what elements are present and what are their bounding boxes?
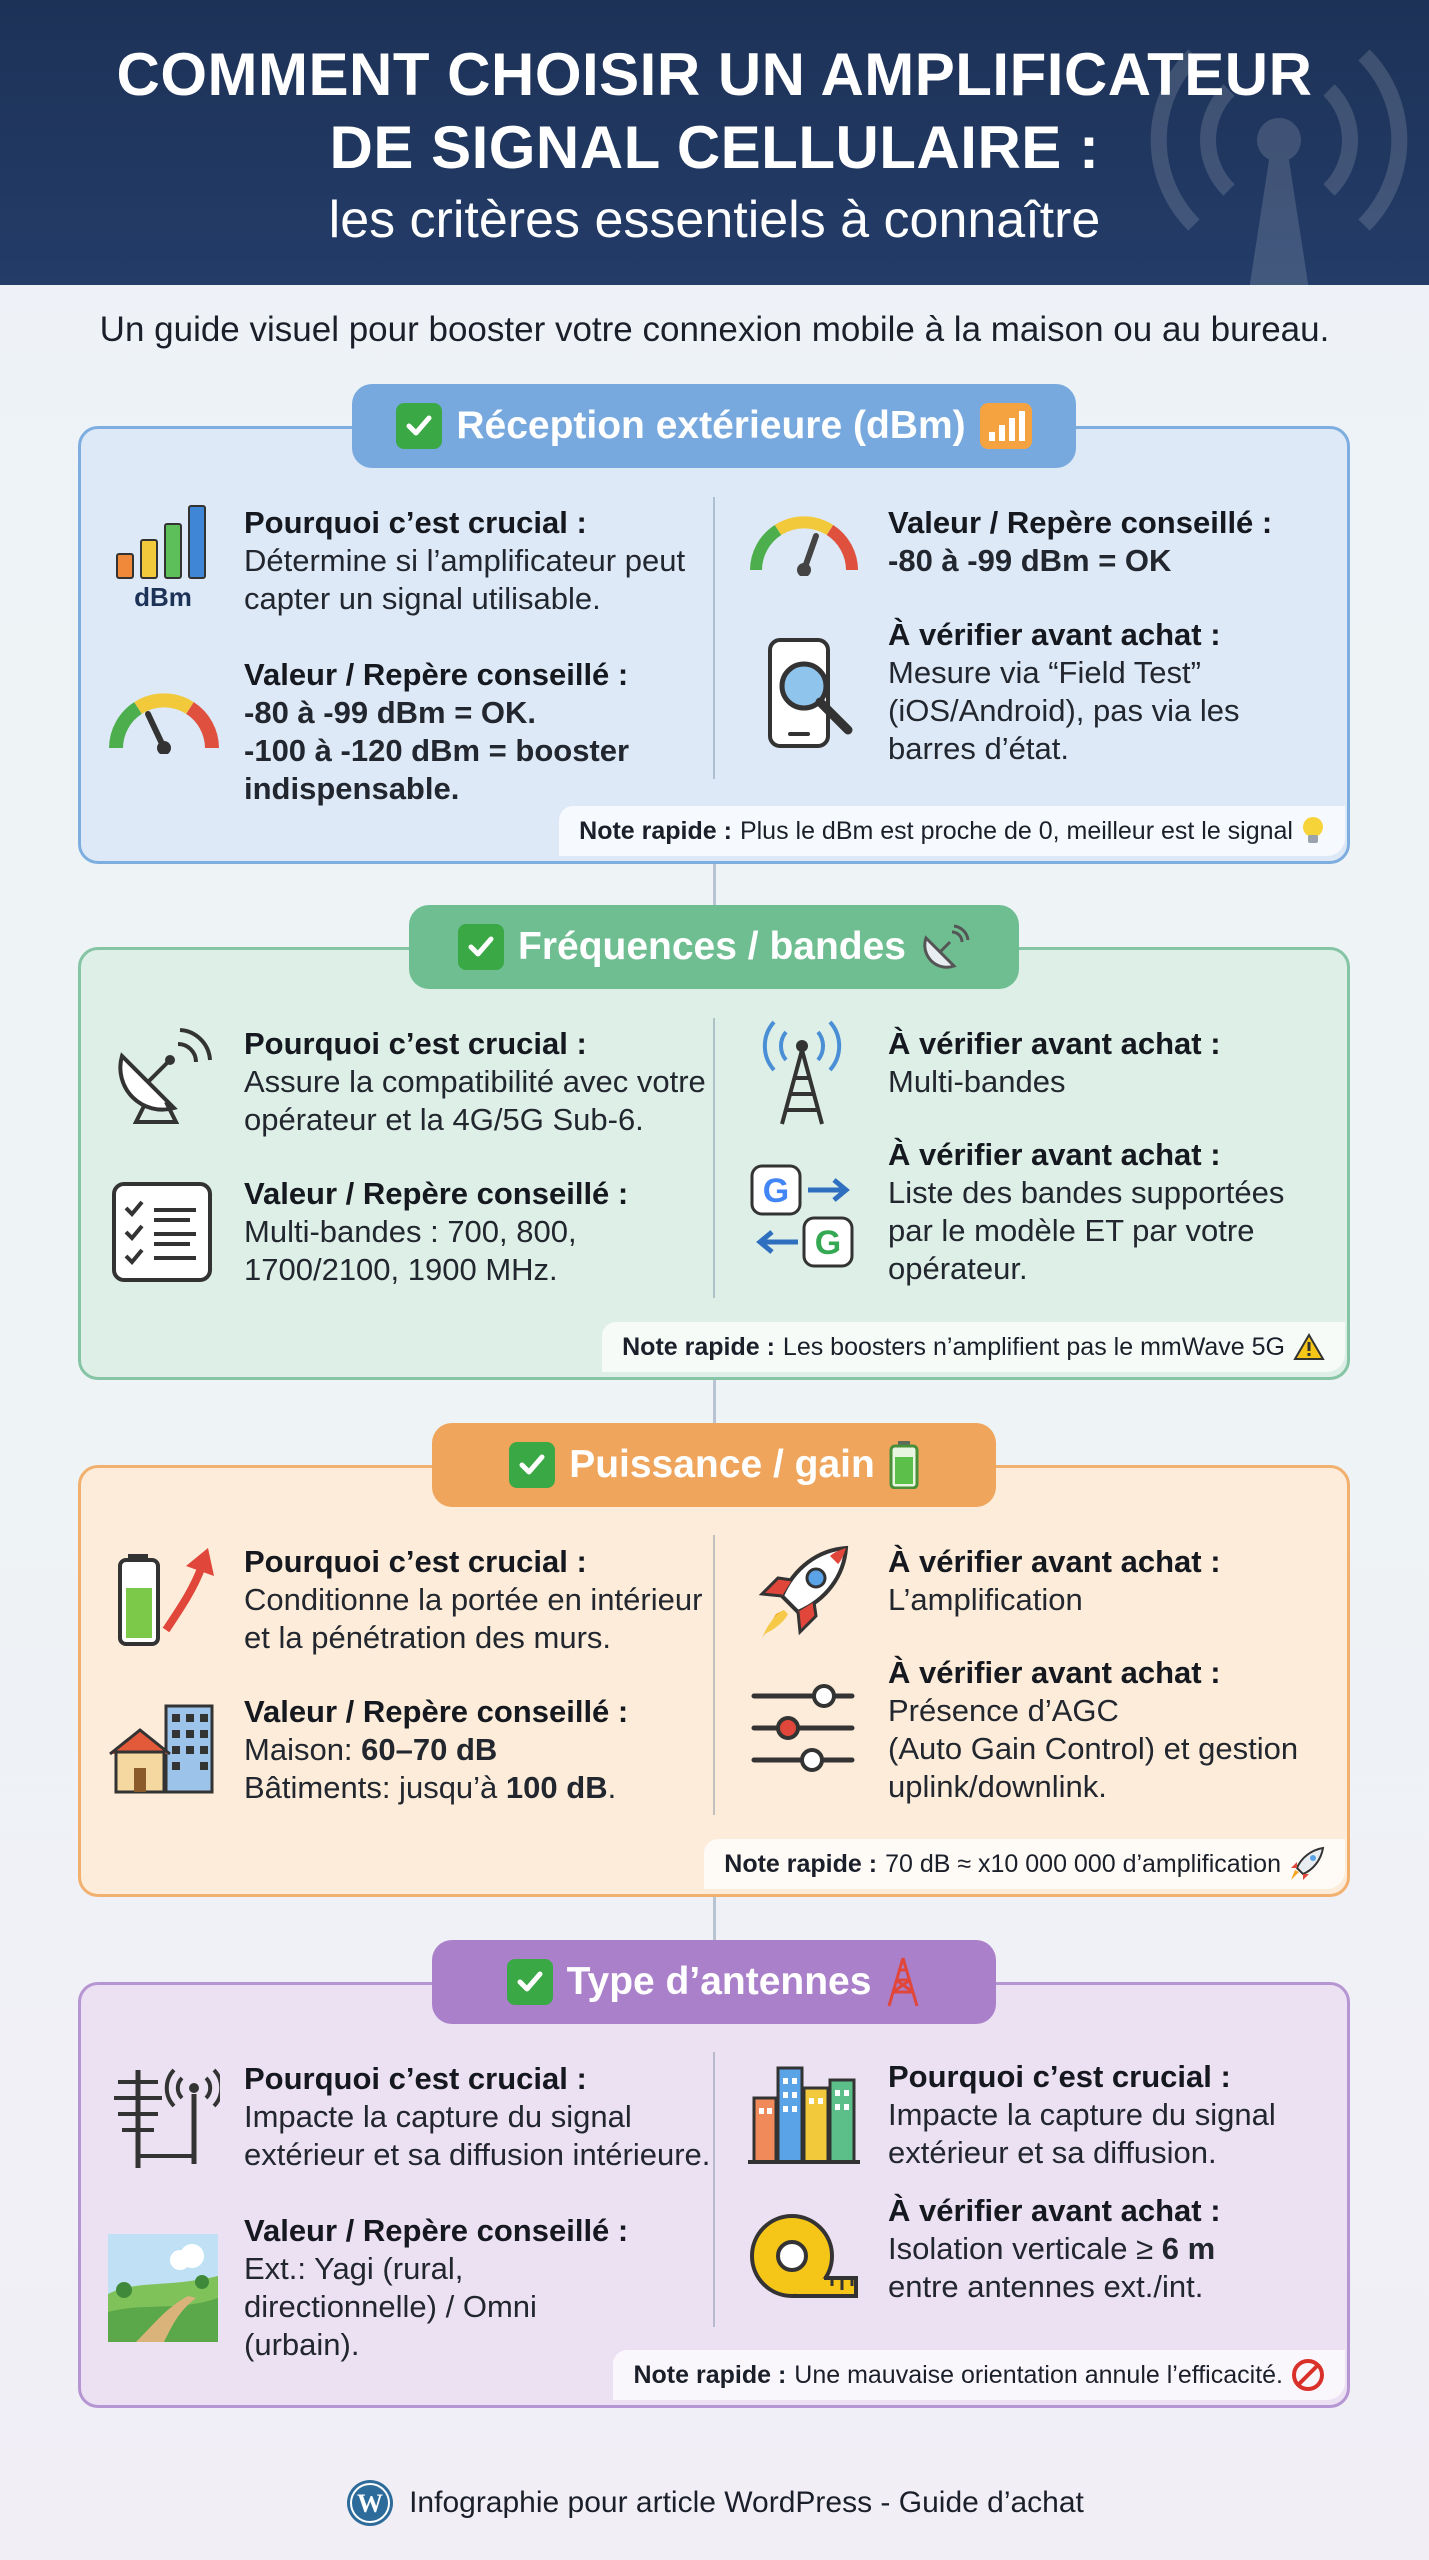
info-item: Valeur / Repère conseillé : Ext.: Yagi (rural, directionnelle) / Omni (urbain). <box>244 2213 629 2362</box>
info-item: Valeur / Repère conseillé : -80 à -99 dBm = OK <box>888 505 1273 578</box>
buildings-icon <box>108 1700 220 1796</box>
section-divider <box>713 2052 715 2327</box>
check-icon <box>507 1959 553 2005</box>
section-title-pill <box>409 905 1019 989</box>
rocket-icon <box>1289 1846 1325 1882</box>
city-icon <box>748 2058 860 2166</box>
connector-line <box>713 1897 716 1940</box>
footer-text: Infographie pour article WordPress - Guide d’achat <box>409 2486 1084 2519</box>
quick-note: Note rapide : 70 dB ≈ x10 000 000 d’amplification <box>704 1839 1345 1889</box>
section-divider <box>713 497 715 779</box>
satellite-dish-icon <box>920 924 970 970</box>
info-item: À vérifier avant achat : L’amplification <box>888 1544 1221 1617</box>
section-divider <box>713 1535 715 1815</box>
section-title-pill <box>432 1940 996 2024</box>
quick-note: Note rapide : Les boosters n’amplifient pas le mmWave 5G <box>602 1322 1345 1372</box>
section-title: Réception extérieure (dBm) <box>456 404 966 447</box>
info-item: Valeur / Repère conseillé : Maison: 60–70 dB Bâtiments: jusqu’à 100 dB. <box>244 1694 629 1805</box>
svg-text:W: W <box>357 2489 384 2518</box>
lightbulb-icon <box>1301 816 1325 846</box>
gauge-icon <box>748 508 860 576</box>
check-icon <box>458 924 504 970</box>
antenna-tower-icon <box>752 1020 852 1128</box>
check-icon <box>509 1442 555 1488</box>
footer <box>0 2478 1429 2528</box>
info-item: À vérifier avant achat : Isolation verticale ≥ 6 m entre antennes ext./int. <box>888 2193 1221 2304</box>
dbm-label: dBm <box>134 582 192 612</box>
rocket-icon <box>748 1540 854 1646</box>
tape-measure-icon <box>746 2212 860 2300</box>
quick-note: Note rapide : Plus le dBm est proche de 0, meilleur est le signal <box>559 806 1345 856</box>
section-title: Type d’antennes <box>566 1960 872 2003</box>
info-item: Valeur / Repère conseillé : Multi-bandes : 700, 800, 1700/2100, 1900 MHz. <box>244 1176 629 1287</box>
antennas-icon <box>108 2060 220 2172</box>
info-item: À vérifier avant achat : Mesure via “Field Test” (iOS/Android), pas via les barres d’état. <box>888 617 1240 766</box>
battery-arrow-icon <box>116 1540 220 1650</box>
section-title-pill <box>352 384 1076 468</box>
info-item: Valeur / Repère conseillé : -80 à -99 dBm = OK. -100 à -120 dBm = booster indispensable. <box>244 657 630 806</box>
info-item: À vérifier avant achat : Liste des bandes supportées par le modèle ET par votre opérateur. <box>888 1137 1285 1286</box>
connector-line <box>713 864 716 905</box>
signal-bars-icon <box>980 403 1032 449</box>
info-item: Pourquoi c’est crucial : Assure la compatibilité avec votre opérateur et la 4G/5G Sub-6. <box>244 1026 706 1137</box>
exchange-icon <box>748 1162 858 1270</box>
section-divider <box>713 1018 715 1298</box>
phone-search-icon <box>764 636 864 754</box>
page-title-line3: les critères essentiels à connaître <box>328 191 1101 249</box>
svg-text:G: G <box>814 1224 842 1262</box>
signal-bars-icon <box>115 502 215 612</box>
info-item: Pourquoi c’est crucial : Détermine si l’amplificateur peut capter un signal utilisable. <box>244 505 686 616</box>
gauge-icon <box>108 688 220 754</box>
info-item: Pourquoi c’est crucial : Impacte la capture du signal extérieur et sa diffusion. <box>888 2059 1276 2170</box>
info-item: Pourquoi c’est crucial : Conditionne la portée en intérieur et la pénétration des murs. <box>244 1544 703 1655</box>
tower-icon <box>885 1956 921 2008</box>
info-item: À vérifier avant achat : Multi-bandes <box>888 1026 1221 1099</box>
connector-line <box>713 1380 716 1423</box>
battery-icon <box>889 1441 919 1489</box>
sliders-icon <box>748 1684 858 1774</box>
warning-icon <box>1293 1333 1325 1361</box>
check-icon <box>396 403 442 449</box>
subtitle: Un guide visuel pour booster votre connexion mobile à la maison ou au bureau. <box>99 310 1330 349</box>
landscape-icon <box>106 2232 220 2344</box>
section-title-pill <box>432 1423 996 1507</box>
section-title: Fréquences / bandes <box>518 925 906 968</box>
svg-text:G: G <box>762 1172 790 1210</box>
quick-note: Note rapide : Une mauvaise orientation annule l’efficacité. <box>613 2350 1345 2400</box>
info-item: À vérifier avant achat : Présence d’AGC (Auto Gain Control) et gestion uplink/downlink. <box>888 1655 1299 1804</box>
checklist-icon <box>110 1180 214 1284</box>
info-item: Pourquoi c’est crucial : Impacte la capture du signal extérieur et sa diffusion intérieure. <box>244 2061 711 2172</box>
page-title-line1: COMMENT CHOISIR UN AMPLIFICATEUR <box>116 41 1313 108</box>
prohibited-icon <box>1291 2358 1325 2392</box>
page-title-line2: DE SIGNAL CELLULAIRE : <box>329 114 1100 181</box>
wordpress-icon <box>345 2478 395 2528</box>
header-banner <box>0 0 1429 285</box>
satellite-dish-icon <box>114 1026 214 1126</box>
section-title: Puissance / gain <box>569 1443 875 1486</box>
